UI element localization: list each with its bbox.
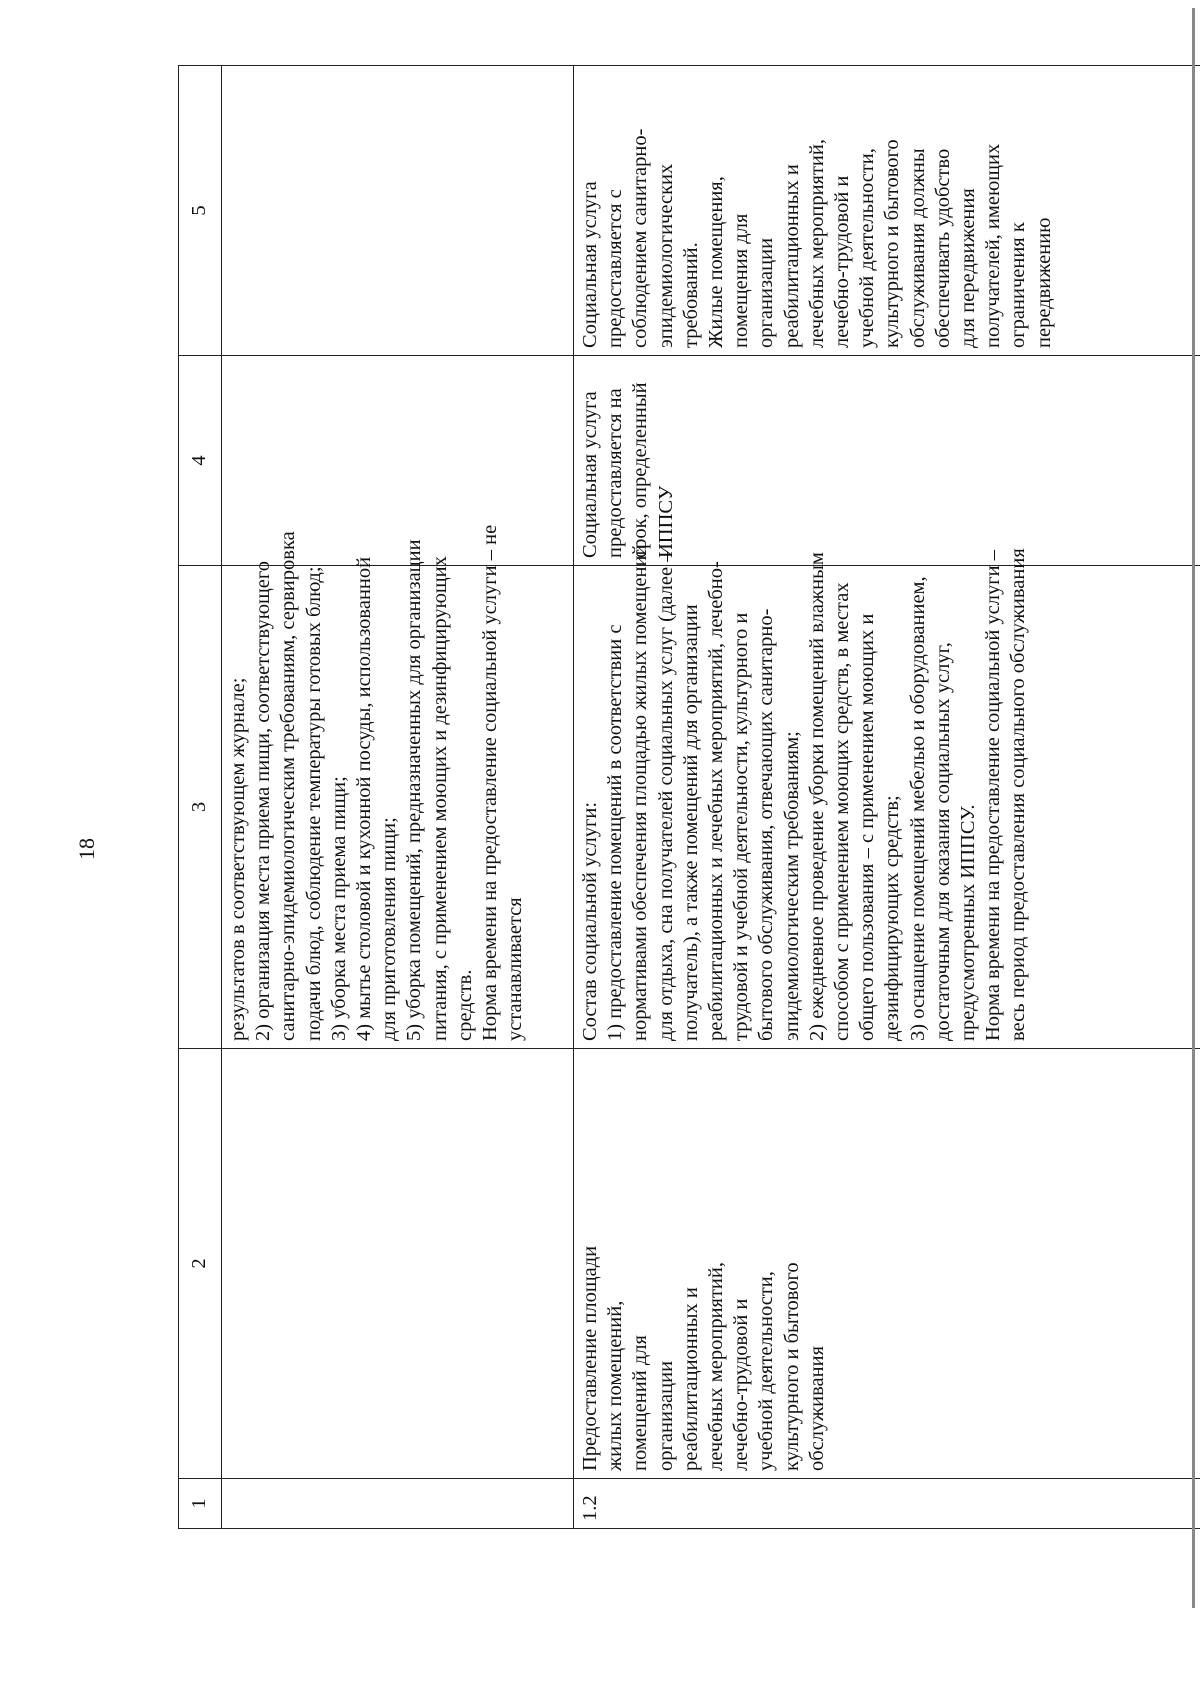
header-col-2: 2 [179, 1049, 222, 1479]
text-line: лечебно-трудовой и [730, 1298, 753, 1471]
text-line: реабилитационных и [780, 164, 803, 348]
text-line: 1) предоставление помещений в соответствии с [604, 624, 627, 1041]
cont-col-5 [222, 66, 574, 356]
text-line: культурного и бытового [881, 139, 904, 348]
text-line: ИППСУ [654, 485, 677, 558]
text-line: помещения для [730, 213, 753, 348]
table-header-row [179, 66, 222, 1529]
text-line: реабилитационных и лечебных мероприятий, лечебно- [705, 561, 728, 1041]
text-line: Норма времени на предоставление социальной услуги – не [479, 524, 502, 1041]
text-line: предоставляется на [604, 388, 627, 558]
row-1-2-conditions [574, 66, 1200, 356]
text-line: питания, с применением моющих и дезинфицирующих [428, 556, 451, 1041]
text-line: 5) уборка помещений, предназначенных для организации [403, 539, 426, 1041]
table-row-continuation [222, 66, 574, 1529]
text-line: 3) оснащение помещений мебелью и оборудованием, [906, 576, 929, 1041]
text-line: помещений для [629, 1335, 652, 1471]
text-line: получателей, имеющих [982, 143, 1005, 348]
text-line: способом с применением моющих средств, в местах [831, 582, 854, 1041]
text-line: требований. [679, 242, 702, 348]
text-line: Состав социальной услуги: [579, 801, 601, 1041]
text-line: лечебно-трудовой и [831, 175, 854, 348]
services-table [178, 65, 1200, 1529]
text-line: результатов в соответствующем журнале; [227, 677, 249, 1041]
row-1-2-provision-term [574, 356, 1200, 566]
text-line: для отдыха, сна получателей социальных услуг (далее – [654, 551, 677, 1041]
text-line: весь период предоставления социального обслуживания [1007, 548, 1030, 1041]
text-line: Социальная услуга [579, 391, 601, 558]
text-line: 2) организация места приема пищи, соответствующего [252, 560, 275, 1041]
text-line: организации [755, 237, 778, 348]
text-line: Социальная услуга [579, 181, 601, 348]
text-line: предоставляется с [604, 189, 627, 348]
text-line: общего пользования – с применением моющих и [856, 613, 879, 1041]
text-line: 3) уборка места приема пищи; [327, 776, 350, 1041]
text-line: ограничения к [1007, 222, 1030, 348]
text-line: Предоставление площади [579, 1245, 601, 1471]
cont-col-3 [222, 524, 574, 1049]
text-line: организации [654, 1360, 677, 1471]
text-line: эпидемиологическим требованиям; [780, 731, 803, 1041]
text-line: лечебных мероприятий, [705, 1262, 728, 1471]
text-line: предусмотренных ИППСУ. [957, 804, 980, 1041]
scan-edge-line [1192, 8, 1195, 1608]
text-line: Норма времени на предоставление социальной услуги – [982, 549, 1005, 1041]
text-line: жилых помещений, [604, 1300, 627, 1471]
page-number: 18 [74, 838, 99, 860]
text-line: получатель), а также помещений для организации [679, 604, 702, 1041]
text-line: бытового обслуживания, отвечающих санитарно- [755, 608, 778, 1041]
text-line: 2) ежедневное проведение уборки помещений влажным [805, 552, 828, 1041]
text-line: реабилитационных и [679, 1287, 702, 1471]
text-line: устанавливается [504, 897, 527, 1041]
text-line: обслуживания должны [906, 148, 929, 348]
table-row-1-2 [574, 66, 1200, 1529]
text-line: соблюдением санитарно- [629, 128, 652, 348]
row-1-2-number: 1.2 [574, 1479, 1200, 1529]
row-1-2-service-composition [574, 544, 1200, 1049]
text-line: эпидемиологических [654, 163, 677, 348]
text-line: для передвижения [957, 188, 980, 348]
rotated-page-content [178, 65, 1200, 1529]
header-col-1: 1 [179, 1479, 222, 1529]
text-line: трудовой и учебной деятельности, культурного и [730, 612, 753, 1041]
row-1-2-service-name [574, 1049, 1200, 1479]
text-line: учебной деятельности, [856, 148, 879, 348]
text-line: средств. [453, 969, 476, 1041]
text-line: подачи блюд, соблюдение температуры готовых блюд; [302, 566, 325, 1041]
text-line: санитарно-эпидемиологическим требованиям, сервировка [277, 531, 300, 1041]
text-line: для приготовления пищи; [378, 817, 401, 1041]
text-line: обслуживания [805, 1345, 828, 1471]
text-line: дезинфицирующих средств; [881, 795, 904, 1041]
text-line: учебной деятельности, [755, 1271, 778, 1471]
text-line: достаточным для оказания социальных услуг, [931, 642, 954, 1041]
cont-col-4 [222, 356, 574, 566]
text-line: обеспечивать удобство [931, 148, 954, 348]
cont-col-2 [222, 1049, 574, 1479]
cont-col-1 [222, 1479, 574, 1529]
text-line: Жилые помещения, [705, 176, 728, 348]
text-line: культурного и бытового [780, 1262, 803, 1471]
header-col-4: 4 [179, 356, 222, 566]
text-line: 4) мытье столовой и кухонной посуды, использованной [353, 556, 376, 1041]
text-line: срок, определенный [629, 382, 652, 558]
text-line: лечебных мероприятий, [805, 139, 828, 348]
header-col-3: 3 [179, 566, 222, 1049]
text-line: нормативами обеспечения площадью жилых помещений [629, 544, 652, 1041]
header-col-5: 5 [179, 66, 222, 356]
text-line: передвижению [1032, 217, 1055, 348]
